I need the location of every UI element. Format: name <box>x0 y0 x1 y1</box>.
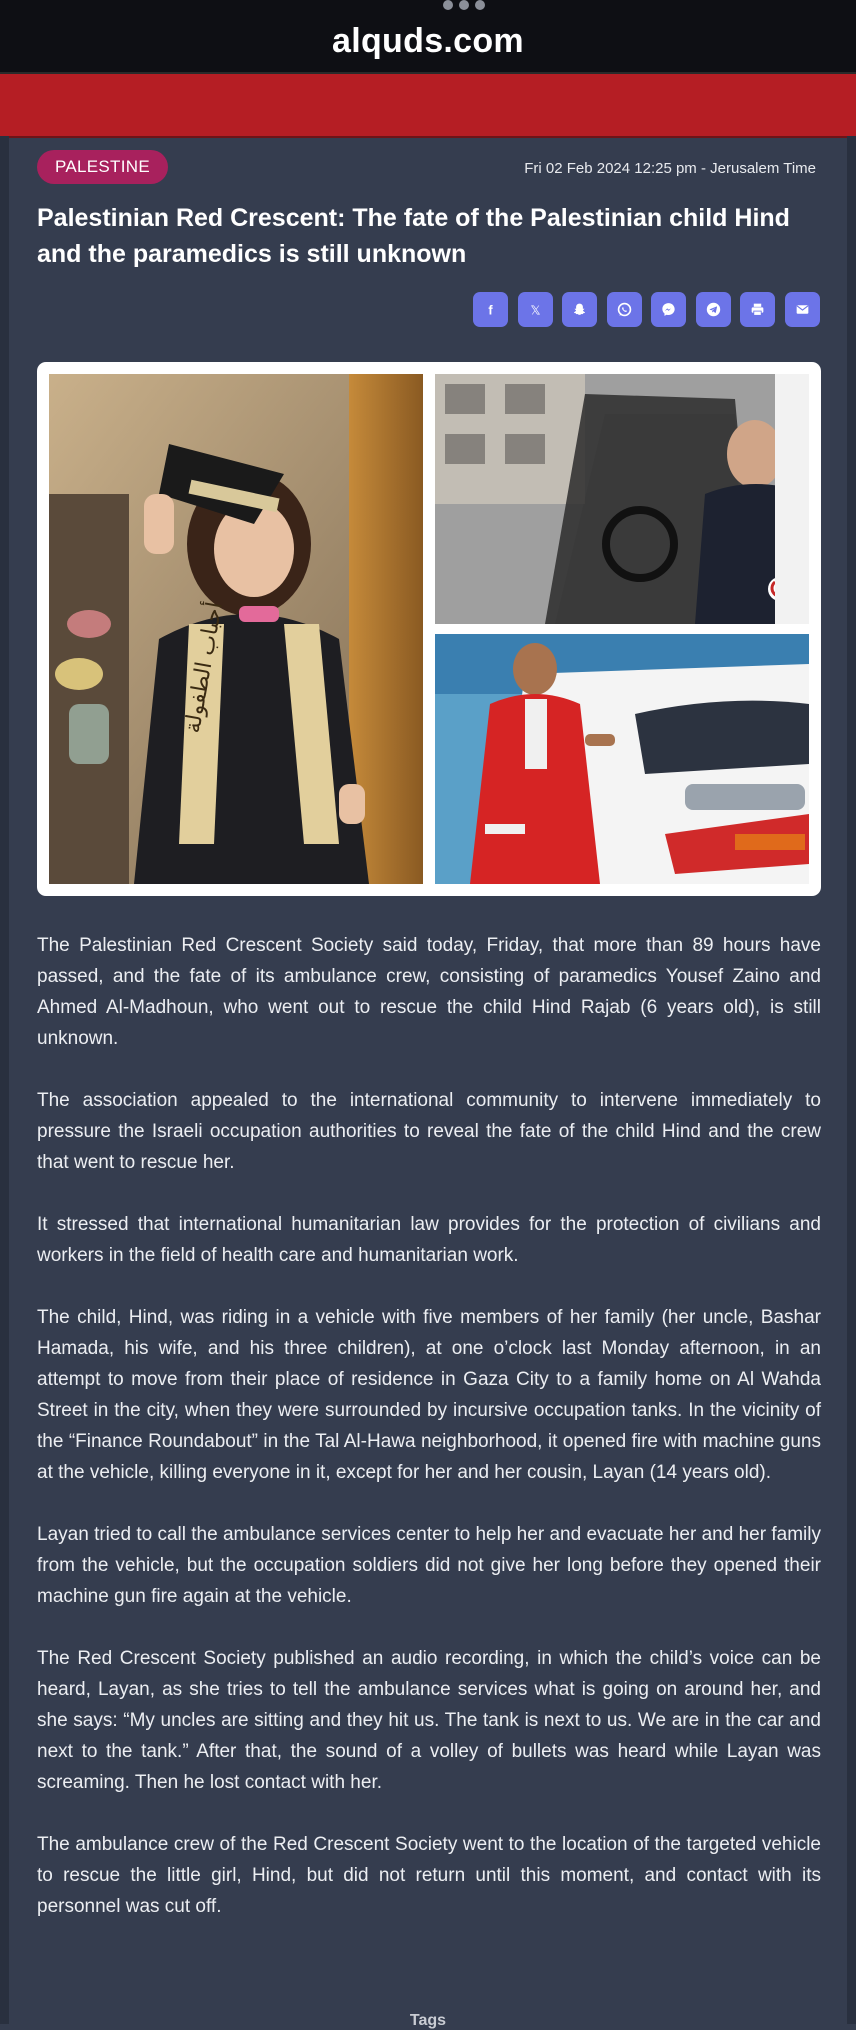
share-bar <box>473 292 820 327</box>
svg-text:f: f <box>488 302 493 318</box>
share-whatsapp-button[interactable] <box>607 292 642 327</box>
print-icon <box>749 301 766 318</box>
x-icon <box>527 301 544 318</box>
share-facebook-button[interactable] <box>473 292 508 327</box>
article-paragraph: The child, Hind, was riding in a vehicle with five members of her family (her uncle, Bashar Hamada, his wife, and his three children), at one o’clock last Monday afternoon, in an attempt to move from their place of residence in Gaza City to a family home on Al Wahda Street in the city, when they were surrounded by incursive occupation tanks. In the vicinity of the “Finance Roundabout” in the Tal Al-Hawa neighborhood, it opened fire with machine guns at the vehicle, killing everyone in it, except for her and her cousin, Layan (14 years old). <box>37 1307 821 1483</box>
email-icon <box>794 301 811 318</box>
photo-sash-text: أحباب الطفولة <box>180 600 228 736</box>
article-paragraph: It stressed that international humanitarian law provides for the protection of civilians and workers in the field of health care and humanitarian work. <box>37 1214 821 1266</box>
photo-child-graduation <box>49 374 423 884</box>
print-button[interactable] <box>740 292 775 327</box>
photo-paramedic-driver <box>435 374 809 624</box>
article-headline: Palestinian Red Crescent: The fate of the Palestinian child Hind and the paramedics is still unknown <box>37 204 790 268</box>
facebook-icon <box>482 301 499 318</box>
article-paragraph: The association appealed to the international community to intervene immediately to pressure the Israeli occupation authorities to reveal the fate of the child Hind and the crew that went to rescue her. <box>37 1090 821 1173</box>
share-messenger-button[interactable] <box>651 292 686 327</box>
share-telegram-button[interactable] <box>696 292 731 327</box>
svg-text:𝕏: 𝕏 <box>529 303 541 318</box>
photo-paramedic-ambulance <box>435 634 809 884</box>
article-photo[interactable] <box>37 362 821 896</box>
share-snapchat-button[interactable] <box>562 292 597 327</box>
article-paragraph: The ambulance crew of the Red Crescent Society went to the location of the targeted vehicle to rescue the little girl, Hind, but did not return until this moment, and contact with its personnel was cut off. <box>37 1834 821 1917</box>
share-email-button[interactable] <box>785 292 820 327</box>
telegram-icon <box>705 301 722 318</box>
messenger-icon <box>660 301 677 318</box>
more-options-icon[interactable] <box>443 0 485 10</box>
browser-top-bar <box>0 0 856 72</box>
article-dateline: Fri 02 Feb 2024 12:25 pm - Jerusalem Time <box>524 160 816 177</box>
page-gutter-left <box>0 136 9 2024</box>
tags-heading: Tags <box>409 2012 447 2029</box>
url-domain[interactable]: alquds.com <box>332 22 524 60</box>
article-paragraph: Layan tried to call the ambulance services center to help her and evacuate her and her family from the vehicle, but the occupation soldiers did not give her long before they opened their machine gun fire again at the vehicle. <box>37 1524 821 1607</box>
article-paragraph: The Palestinian Red Crescent Society said today, Friday, that more than 89 hours have passed, and the fate of its ambulance crew, consisting of paramedics Yousef Zaino and Ahmed Al-Madhoun, who went out to rescue the child Hind Rajab (6 years old), is still unknown. <box>37 935 821 1049</box>
article-body <box>37 930 821 1953</box>
whatsapp-icon <box>616 301 633 318</box>
site-header-band <box>0 72 856 138</box>
category-badge[interactable]: PALESTINE <box>37 150 168 184</box>
share-x-button[interactable] <box>518 292 553 327</box>
page-gutter-right <box>847 136 856 2024</box>
snapchat-icon <box>571 301 588 318</box>
article-paragraph: The Red Crescent Society published an audio recording, in which the child’s voice can be heard, Layan, as she tries to tell the ambulance services what is going on around her, and she says: “My uncles are sitting and they hit us. The tank is next to us. We are in the car and next to the tank.” After that, the sound of a volley of bullets was heard while Layan was screaming. Then he lost contact with her. <box>37 1648 821 1793</box>
